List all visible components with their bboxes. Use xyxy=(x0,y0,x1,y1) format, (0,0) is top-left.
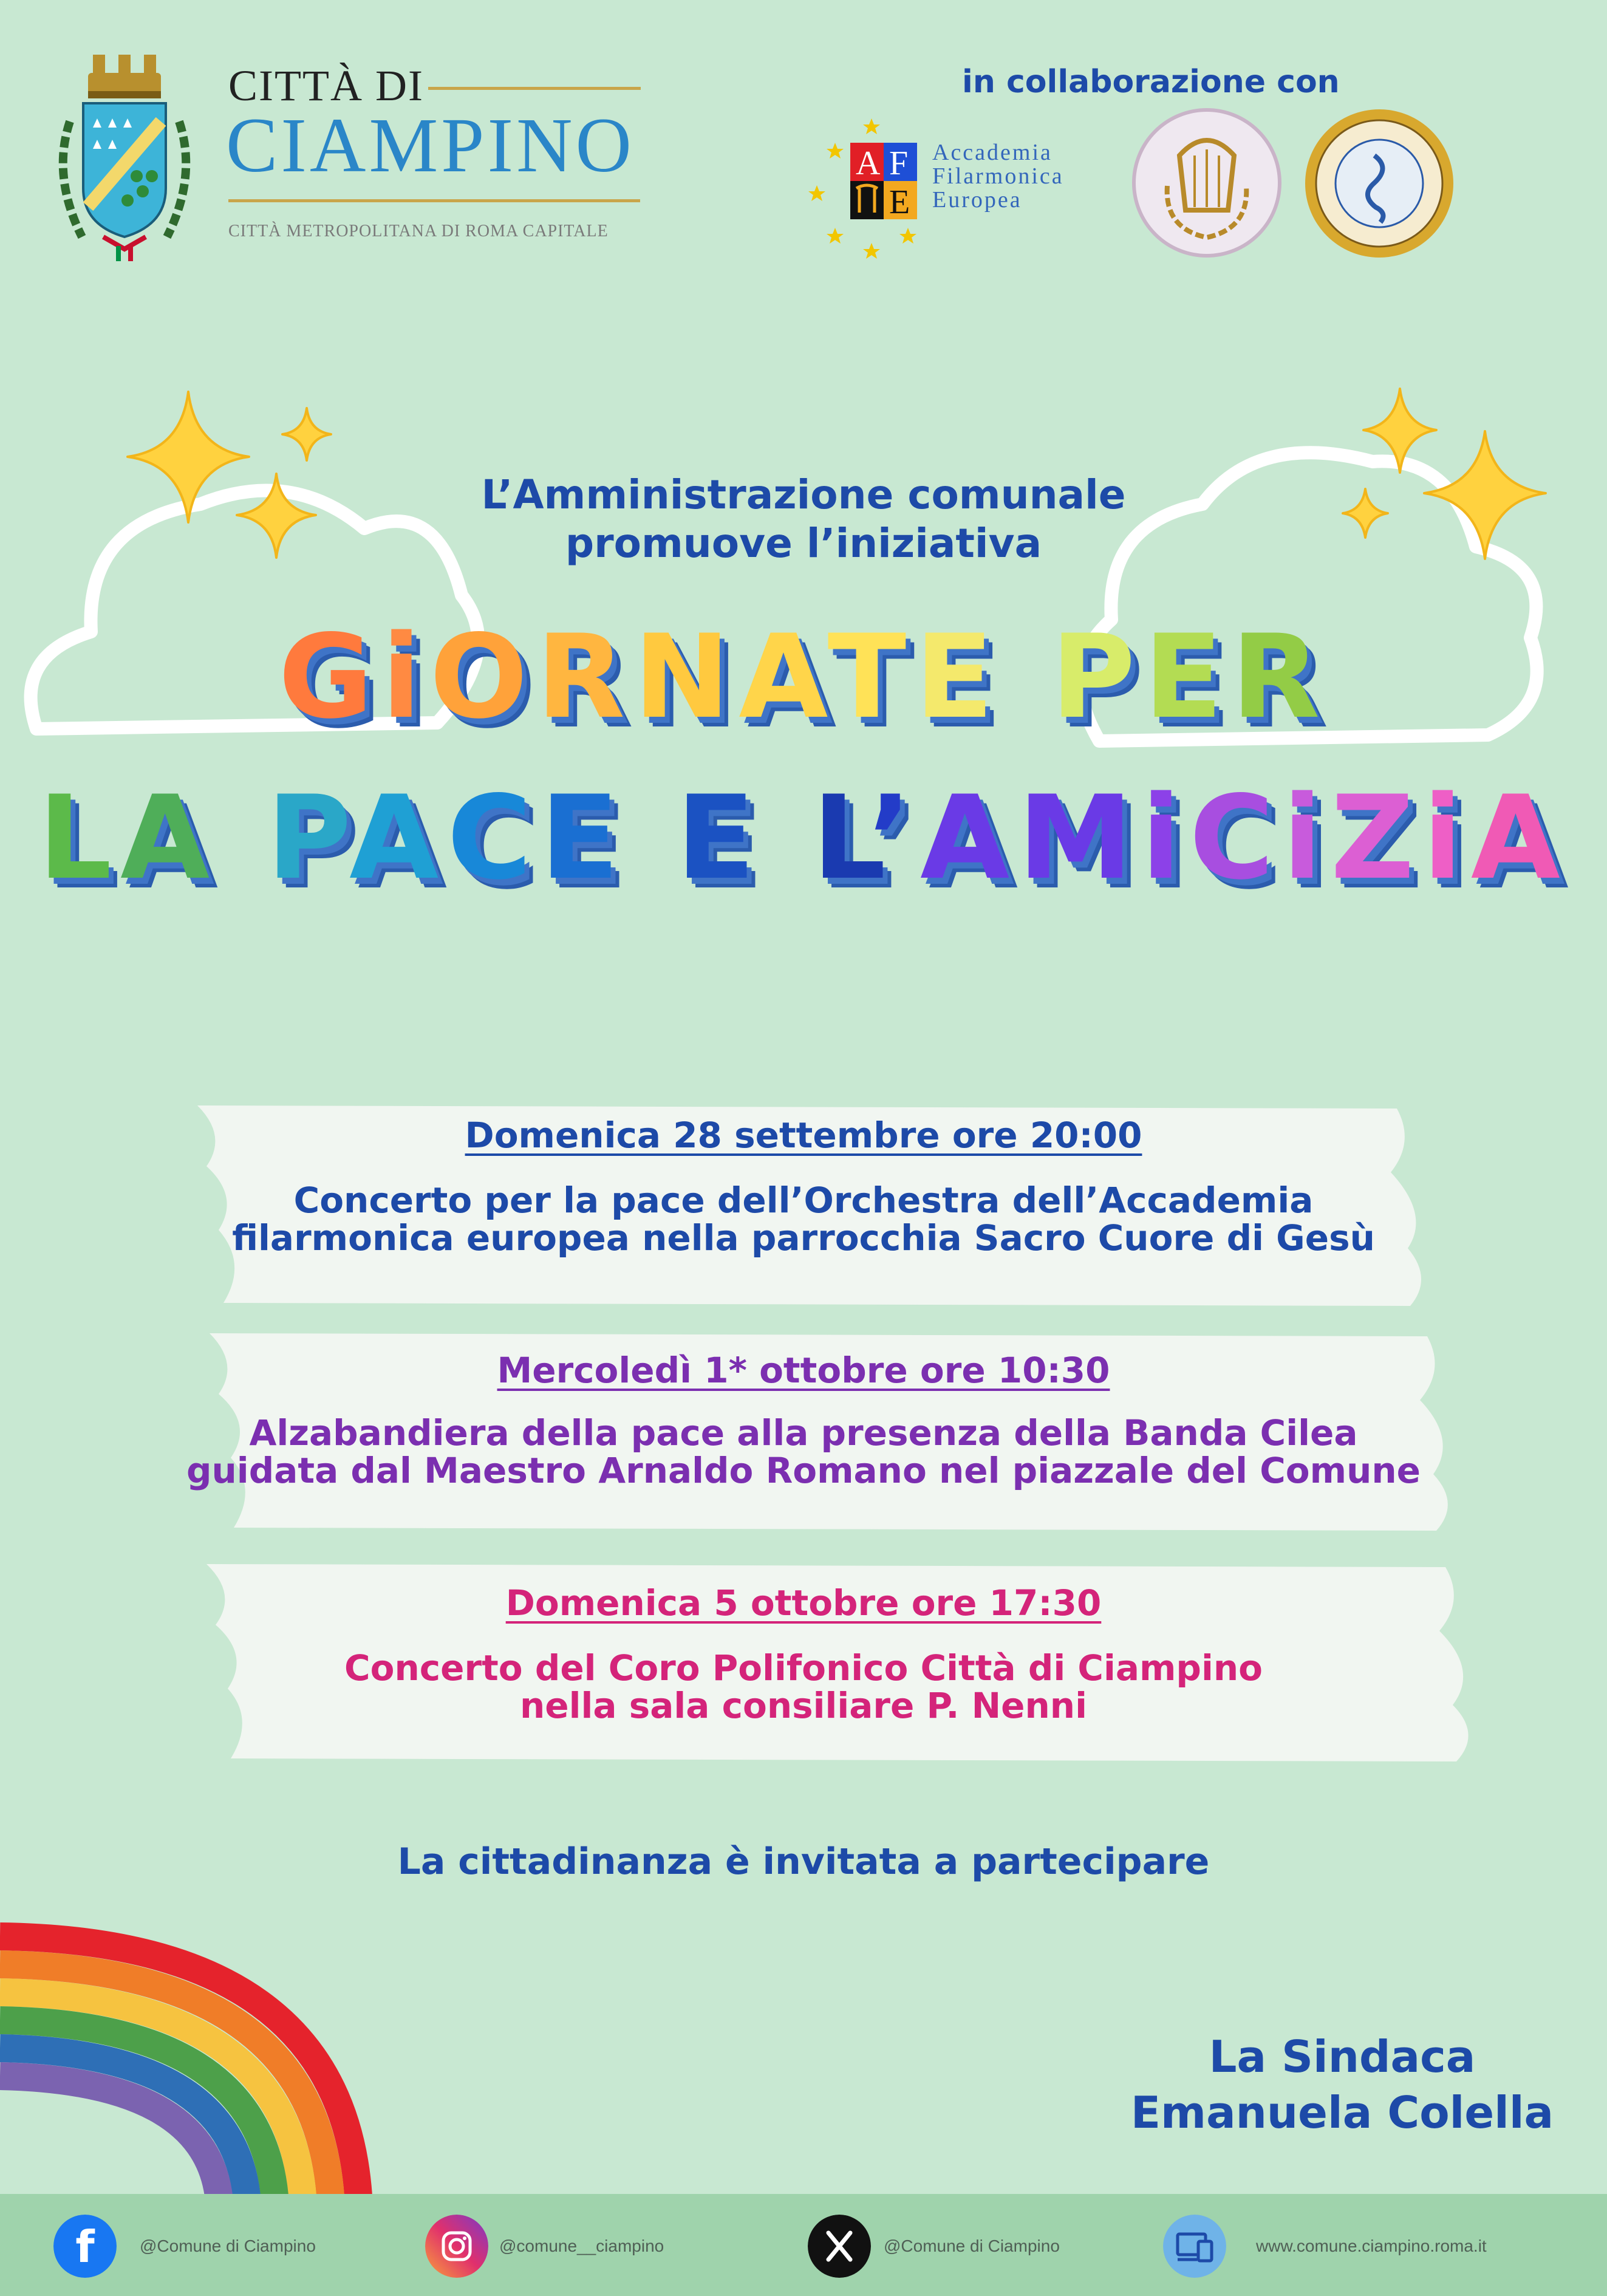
monogram-a: A xyxy=(856,145,881,182)
title-letter: G xyxy=(278,610,382,744)
accademia-name xyxy=(932,141,1064,212)
svg-text:f: f xyxy=(75,2221,95,2272)
title-letter: N xyxy=(633,610,739,744)
mayor-name: Emanuela Colella xyxy=(1130,2087,1554,2138)
title-letter: ’ xyxy=(867,771,921,905)
x-link[interactable]: @Comune di Ciampino xyxy=(884,2236,1060,2255)
monogram-f: F xyxy=(889,145,909,182)
event-description-line: guidata dal Maestro Arnaldo Romano nel piazzale del Comune xyxy=(186,1450,1421,1491)
title-letter: A xyxy=(920,771,1018,905)
rainbow-icon xyxy=(0,1922,377,2196)
title-letter: A xyxy=(739,610,828,744)
event-description-line: Alzabandiera della pace alla presenza della Banda Cilea xyxy=(249,1412,1358,1454)
event-1 xyxy=(0,1115,1607,1257)
sparkle-icon xyxy=(282,408,331,460)
title-letter: i xyxy=(1422,771,1471,905)
event-2 xyxy=(0,1350,1607,1489)
signature-block xyxy=(1093,2029,1591,2141)
website-link[interactable]: www.comune.ciampino.roma.it xyxy=(1256,2236,1487,2255)
title-letter xyxy=(218,771,267,905)
event-description-line: filarmonica europea nella parrocchia Sacro Cuore di Gesù xyxy=(232,1217,1375,1259)
ciampino-coat-of-arms xyxy=(46,55,203,261)
title-letter: E xyxy=(540,771,628,905)
title-letter: i xyxy=(1282,771,1331,905)
devices-icon[interactable] xyxy=(1163,2215,1226,2278)
title-letter: L xyxy=(38,771,121,905)
event-date: Mercoledì 1* ottobre ore 10:30 xyxy=(497,1350,1110,1391)
event-description-line: nella sala consiliare P. Nenni xyxy=(520,1685,1087,1726)
title-letter: A xyxy=(120,771,219,905)
event-date: Domenica 28 settembre ore 20:00 xyxy=(465,1115,1142,1156)
title-letter xyxy=(627,771,676,905)
accademia-name-line: Europea xyxy=(932,187,1022,213)
title-letter xyxy=(763,771,812,905)
event-3 xyxy=(0,1582,1607,1724)
city-label: CITTÀ DI xyxy=(228,61,424,110)
event-date: Domenica 5 ottobre ore 17:30 xyxy=(505,1582,1102,1624)
event-description-line: Concerto del Coro Polifonico Città di Ciampino xyxy=(344,1647,1263,1689)
instagram-icon[interactable] xyxy=(425,2215,488,2278)
title-letter: E xyxy=(1144,610,1232,744)
banda-cilea-logo xyxy=(1131,107,1283,259)
facebook-icon[interactable] xyxy=(53,2215,117,2278)
collaboration-label: in collaborazione con xyxy=(962,64,1340,100)
title-letter: i xyxy=(381,610,430,744)
title-letter: T xyxy=(827,610,915,744)
divider xyxy=(428,87,641,90)
intro-text xyxy=(0,471,1607,568)
title-letter: Z xyxy=(1330,771,1423,905)
city-subtitle: CITTÀ METROPOLITANA DI ROMA CAPITALE xyxy=(228,222,609,241)
accademia-name-line: Filarmonica xyxy=(932,163,1064,189)
title-letter xyxy=(1002,610,1051,744)
crown-icon xyxy=(88,55,161,98)
coro-polifonico-logo xyxy=(1303,107,1456,260)
intro-line: promuove l’iniziativa xyxy=(565,520,1042,567)
title-letter: R xyxy=(536,610,634,744)
title-letter: L xyxy=(812,771,868,905)
title-letter: E xyxy=(915,610,1003,744)
title-letter: E xyxy=(676,771,764,905)
title-letter: R xyxy=(1231,610,1329,744)
invitation-text: La cittadinanza è invitata a partecipare xyxy=(397,1840,1210,1883)
x-icon[interactable] xyxy=(808,2215,871,2278)
title-letter: M xyxy=(1018,771,1142,905)
mayor-role: La Sindaca xyxy=(1209,2031,1476,2082)
instagram-link[interactable]: @comune__ciampino xyxy=(499,2236,664,2255)
title-letter: P xyxy=(1051,610,1144,744)
accademia-name-line: Accademia xyxy=(932,140,1053,165)
facebook-link[interactable]: @Comune di Ciampino xyxy=(140,2236,316,2255)
title-letter: i xyxy=(1141,771,1190,905)
event-title-line-2 xyxy=(0,771,1607,905)
title-letter: P xyxy=(267,771,350,905)
divider xyxy=(228,199,640,202)
title-letter: A xyxy=(349,771,448,905)
title-letter: A xyxy=(1470,771,1569,905)
city-name: CIAMPINO xyxy=(226,102,635,188)
title-letter: C xyxy=(447,771,541,905)
title-letter: C xyxy=(1189,771,1283,905)
event-title-line-1 xyxy=(0,610,1607,744)
title-letter: O xyxy=(429,610,537,744)
event-description-line: Concerto per la pace dell’Orchestra dell’Accademia xyxy=(293,1180,1314,1221)
monogram-e: E xyxy=(889,183,910,221)
intro-line: L’Amministrazione comunale xyxy=(481,471,1126,518)
